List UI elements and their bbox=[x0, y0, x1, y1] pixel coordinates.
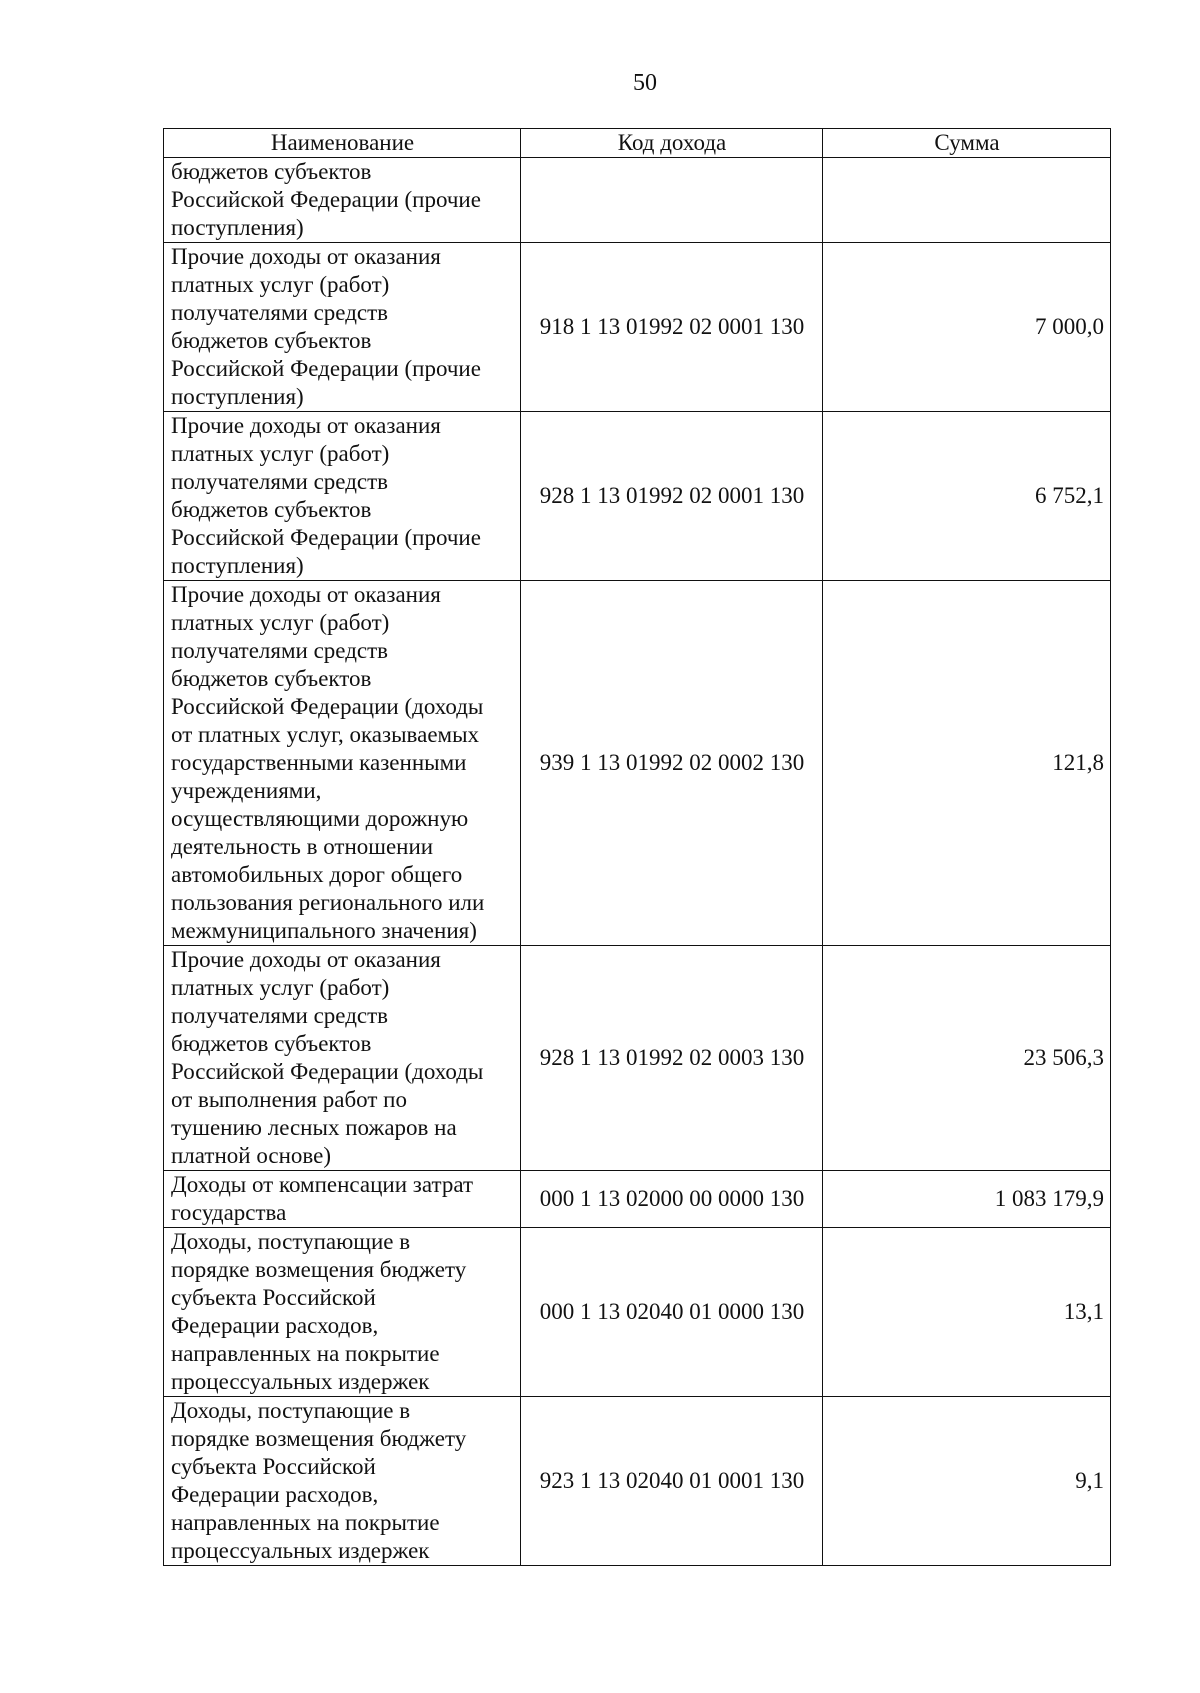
income-code-cell: 923 1 13 02040 01 0001 130 bbox=[521, 1397, 823, 1566]
table-row bbox=[164, 581, 1111, 946]
page-number: 50 bbox=[633, 70, 657, 96]
income-code-cell: 928 1 13 01992 02 0001 130 bbox=[521, 412, 823, 581]
income-name-line: порядке возмещения бюджету bbox=[171, 1257, 467, 1282]
table-row bbox=[164, 412, 1111, 581]
income-name-line: государственными казенными bbox=[171, 750, 467, 775]
income-name-line: направленных на покрытие bbox=[171, 1341, 440, 1366]
income-name-line: Федерации расходов, bbox=[171, 1313, 379, 1338]
income-name-line: Прочие доходы от оказания bbox=[171, 582, 441, 607]
income-name-line: пользования регионального или bbox=[171, 890, 485, 915]
income-name-line: Прочие доходы от оказания bbox=[171, 244, 441, 269]
income-name-line: Доходы, поступающие в bbox=[171, 1229, 411, 1254]
income-code-cell: 939 1 13 01992 02 0002 130 bbox=[521, 581, 823, 946]
income-name-line: поступления) bbox=[171, 384, 304, 409]
income-table bbox=[163, 128, 1111, 1566]
table-body bbox=[164, 158, 1111, 1566]
income-name-line: бюджетов субъектов bbox=[171, 497, 372, 522]
income-sum-cell: 6 752,1 bbox=[823, 412, 1111, 581]
header-name: Наименование bbox=[164, 129, 521, 158]
income-name-line: направленных на покрытие bbox=[171, 1510, 440, 1535]
income-code-cell bbox=[521, 158, 823, 243]
income-sum-cell: 23 506,3 bbox=[823, 946, 1111, 1171]
income-name-line: деятельность в отношении bbox=[171, 834, 434, 859]
income-name-line: Федерации расходов, bbox=[171, 1482, 379, 1507]
income-name-line: бюджетов субъектов bbox=[171, 159, 372, 184]
table-row bbox=[164, 158, 1111, 243]
income-name-line: бюджетов субъектов bbox=[171, 666, 372, 691]
income-name-cell bbox=[164, 1228, 521, 1397]
income-name-line: государства bbox=[171, 1200, 287, 1225]
income-name-line: субъекта Российской bbox=[171, 1285, 376, 1310]
income-name-line: получателями средств bbox=[171, 1003, 389, 1028]
table-row bbox=[164, 243, 1111, 412]
income-name-line: поступления) bbox=[171, 215, 304, 240]
income-name-line: процессуальных издержек bbox=[171, 1369, 430, 1394]
income-name-line: порядке возмещения бюджету bbox=[171, 1426, 467, 1451]
income-name-line: Российской Федерации (прочие bbox=[171, 187, 481, 212]
income-name-line: платных услуг (работ) bbox=[171, 272, 390, 297]
income-name-cell bbox=[164, 581, 521, 946]
income-name-line: Российской Федерации (прочие bbox=[171, 356, 481, 381]
income-name-line: платных услуг (работ) bbox=[171, 441, 390, 466]
income-name-line: осуществляющими дорожную bbox=[171, 806, 469, 831]
table-header-row bbox=[164, 129, 1111, 158]
income-name-line: получателями средств bbox=[171, 469, 389, 494]
income-name-line: получателями средств bbox=[171, 638, 389, 663]
table-row bbox=[164, 946, 1111, 1171]
income-name-cell bbox=[164, 946, 521, 1171]
income-name-cell bbox=[164, 1397, 521, 1566]
income-name-line: платных услуг (работ) bbox=[171, 610, 390, 635]
income-name-cell bbox=[164, 158, 521, 243]
income-code-cell: 918 1 13 01992 02 0001 130 bbox=[521, 243, 823, 412]
income-sum-cell: 9,1 bbox=[823, 1397, 1111, 1566]
table-row bbox=[164, 1228, 1111, 1397]
income-name-line: платных услуг (работ) bbox=[171, 975, 390, 1000]
income-name-line: Российской Федерации (доходы bbox=[171, 1059, 484, 1084]
income-name-line: автомобильных дорог общего bbox=[171, 862, 463, 887]
income-name-line: учреждениями, bbox=[171, 778, 322, 803]
income-name-line: субъекта Российской bbox=[171, 1454, 376, 1479]
income-code-cell: 000 1 13 02040 01 0000 130 bbox=[521, 1228, 823, 1397]
income-name-line: Российской Федерации (прочие bbox=[171, 525, 481, 550]
income-sum-cell: 13,1 bbox=[823, 1228, 1111, 1397]
income-name-cell bbox=[164, 412, 521, 581]
income-sum-cell: 121,8 bbox=[823, 581, 1111, 946]
income-name-line: получателями средств bbox=[171, 300, 389, 325]
income-code-cell: 928 1 13 01992 02 0003 130 bbox=[521, 946, 823, 1171]
income-name-line: Прочие доходы от оказания bbox=[171, 947, 441, 972]
income-name-line: от выполнения работ по bbox=[171, 1087, 407, 1112]
income-name-line: бюджетов субъектов bbox=[171, 1031, 372, 1056]
income-name-line: от платных услуг, оказываемых bbox=[171, 722, 480, 747]
income-name-line: Российской Федерации (доходы bbox=[171, 694, 484, 719]
income-name-line: поступления) bbox=[171, 553, 304, 578]
income-name-cell bbox=[164, 1171, 521, 1228]
income-name-line: Прочие доходы от оказания bbox=[171, 413, 441, 438]
income-sum-cell: 1 083 179,9 bbox=[823, 1171, 1111, 1228]
income-name-line: межмуниципального значения) bbox=[171, 918, 477, 943]
income-code-cell: 000 1 13 02000 00 0000 130 bbox=[521, 1171, 823, 1228]
income-name-line: тушению лесных пожаров на bbox=[171, 1115, 457, 1140]
table-row bbox=[164, 1171, 1111, 1228]
header-sum: Сумма bbox=[823, 129, 1111, 158]
income-name-line: Доходы, поступающие в bbox=[171, 1398, 411, 1423]
income-sum-cell: 7 000,0 bbox=[823, 243, 1111, 412]
income-name-cell bbox=[164, 243, 521, 412]
income-name-line: платной основе) bbox=[171, 1143, 332, 1168]
income-sum-cell bbox=[823, 158, 1111, 243]
income-name-line: Доходы от компенсации затрат bbox=[171, 1172, 473, 1197]
header-code: Код дохода bbox=[521, 129, 823, 158]
table-row bbox=[164, 1397, 1111, 1566]
income-name-line: бюджетов субъектов bbox=[171, 328, 372, 353]
income-name-line: процессуальных издержек bbox=[171, 1538, 430, 1563]
